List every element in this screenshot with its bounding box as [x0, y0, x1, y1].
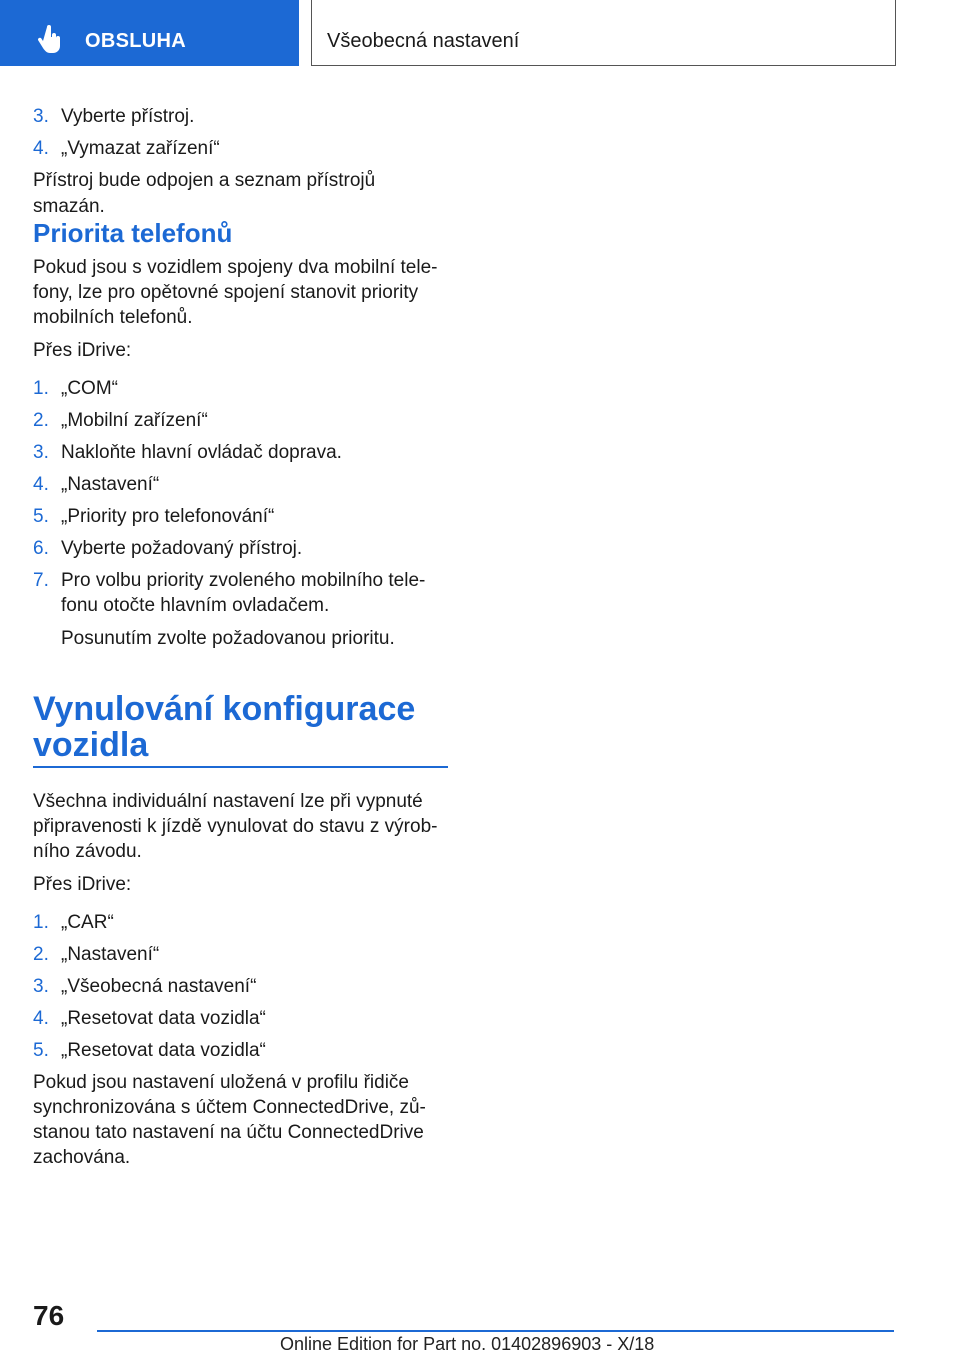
- step-number: 3.: [33, 442, 49, 463]
- header-tab[interactable]: [0, 0, 299, 66]
- paragraph-line: připravenosti k jízdě vynulovat do stavu z výrob-: [33, 816, 438, 837]
- paragraph-line: fony, lze pro opětovné spojení stanovit priority: [33, 282, 419, 303]
- paragraph-line: Pokud jsou nastavení uložená v profilu řidiče: [33, 1072, 410, 1093]
- step-text: „Resetovat data vozidla“: [61, 1008, 266, 1029]
- step-number: 3.: [33, 976, 49, 997]
- step-text: fonu otočte hlavním ovladačem.: [61, 595, 330, 616]
- step-number: 2.: [33, 944, 49, 965]
- footer-edition: Online Edition for Part no. 01402896903 - X/18: [280, 1334, 655, 1354]
- step-number: 1.: [33, 378, 49, 399]
- step-text: „Nastavení“: [61, 944, 160, 965]
- chapter-heading-line: vozidla: [33, 726, 149, 764]
- paragraph: Přístroj bude odpojen a seznam přístrojů smazán.: [33, 170, 376, 217]
- list-text: Vyberte přístroj.: [61, 106, 195, 127]
- list-number: 3.: [33, 106, 49, 127]
- section-title: Všeobecná nastavení: [327, 30, 520, 52]
- step-text: Pro volbu priority zvoleného mobilního tele-: [61, 570, 426, 591]
- step-text: „Priority pro telefonování“: [61, 506, 275, 527]
- paragraph-line: Všechna individuální nastavení lze při vypnuté: [33, 791, 423, 812]
- paragraph-line: synchronizována s účtem ConnectedDrive, zů-: [33, 1097, 426, 1118]
- step-number: 5.: [33, 1040, 49, 1061]
- step-note-text: Posunutím zvolte požadovanou prioritu.: [61, 628, 395, 649]
- step-number: 4.: [33, 474, 49, 495]
- chapter-heading-line: Vynulování konfigurace: [33, 690, 416, 728]
- paragraph-line: Pokud jsou s vozidlem spojeny dva mobilní tele-: [33, 257, 438, 278]
- list-number: 4.: [33, 138, 49, 159]
- paragraph-line: stanou tato nastavení na účtu ConnectedDrive: [33, 1122, 424, 1143]
- hand-pointer-icon: [38, 25, 64, 55]
- section-header: [311, 0, 896, 66]
- step-number: 6.: [33, 538, 49, 559]
- step-number: 5.: [33, 506, 49, 527]
- step-number: 4.: [33, 1008, 49, 1029]
- step-text: „CAR“: [61, 912, 114, 933]
- tab-label: OBSLUHA: [85, 30, 186, 52]
- step-text: „Všeobecná nastavení“: [61, 976, 257, 997]
- paragraph-line: ního závodu.: [33, 841, 142, 862]
- step-text: „COM“: [61, 378, 118, 399]
- heading-divider: [33, 766, 448, 768]
- paragraph: Přes iDrive:: [33, 874, 132, 895]
- section-heading: Priorita telefonů: [33, 218, 233, 248]
- footer-divider: [97, 1330, 894, 1332]
- paragraph-line: mobilních telefonů.: [33, 307, 193, 328]
- paragraph-line: zachována.: [33, 1147, 131, 1168]
- step-text: Vyberte požadovaný přístroj.: [61, 538, 303, 559]
- step-number: 7.: [33, 570, 49, 591]
- step-text: Nakloňte hlavní ovládač doprava.: [61, 442, 342, 463]
- step-number: 2.: [33, 410, 49, 431]
- list-text: „Vymazat zařízení“: [61, 138, 220, 159]
- page-number: 76: [33, 1300, 65, 1331]
- step-text: „Mobilní zařízení“: [61, 410, 208, 431]
- step-text: „Nastavení“: [61, 474, 160, 495]
- step-text: „Resetovat data vozidla“: [61, 1040, 266, 1061]
- step-number: 1.: [33, 912, 49, 933]
- paragraph: Přes iDrive:: [33, 340, 132, 361]
